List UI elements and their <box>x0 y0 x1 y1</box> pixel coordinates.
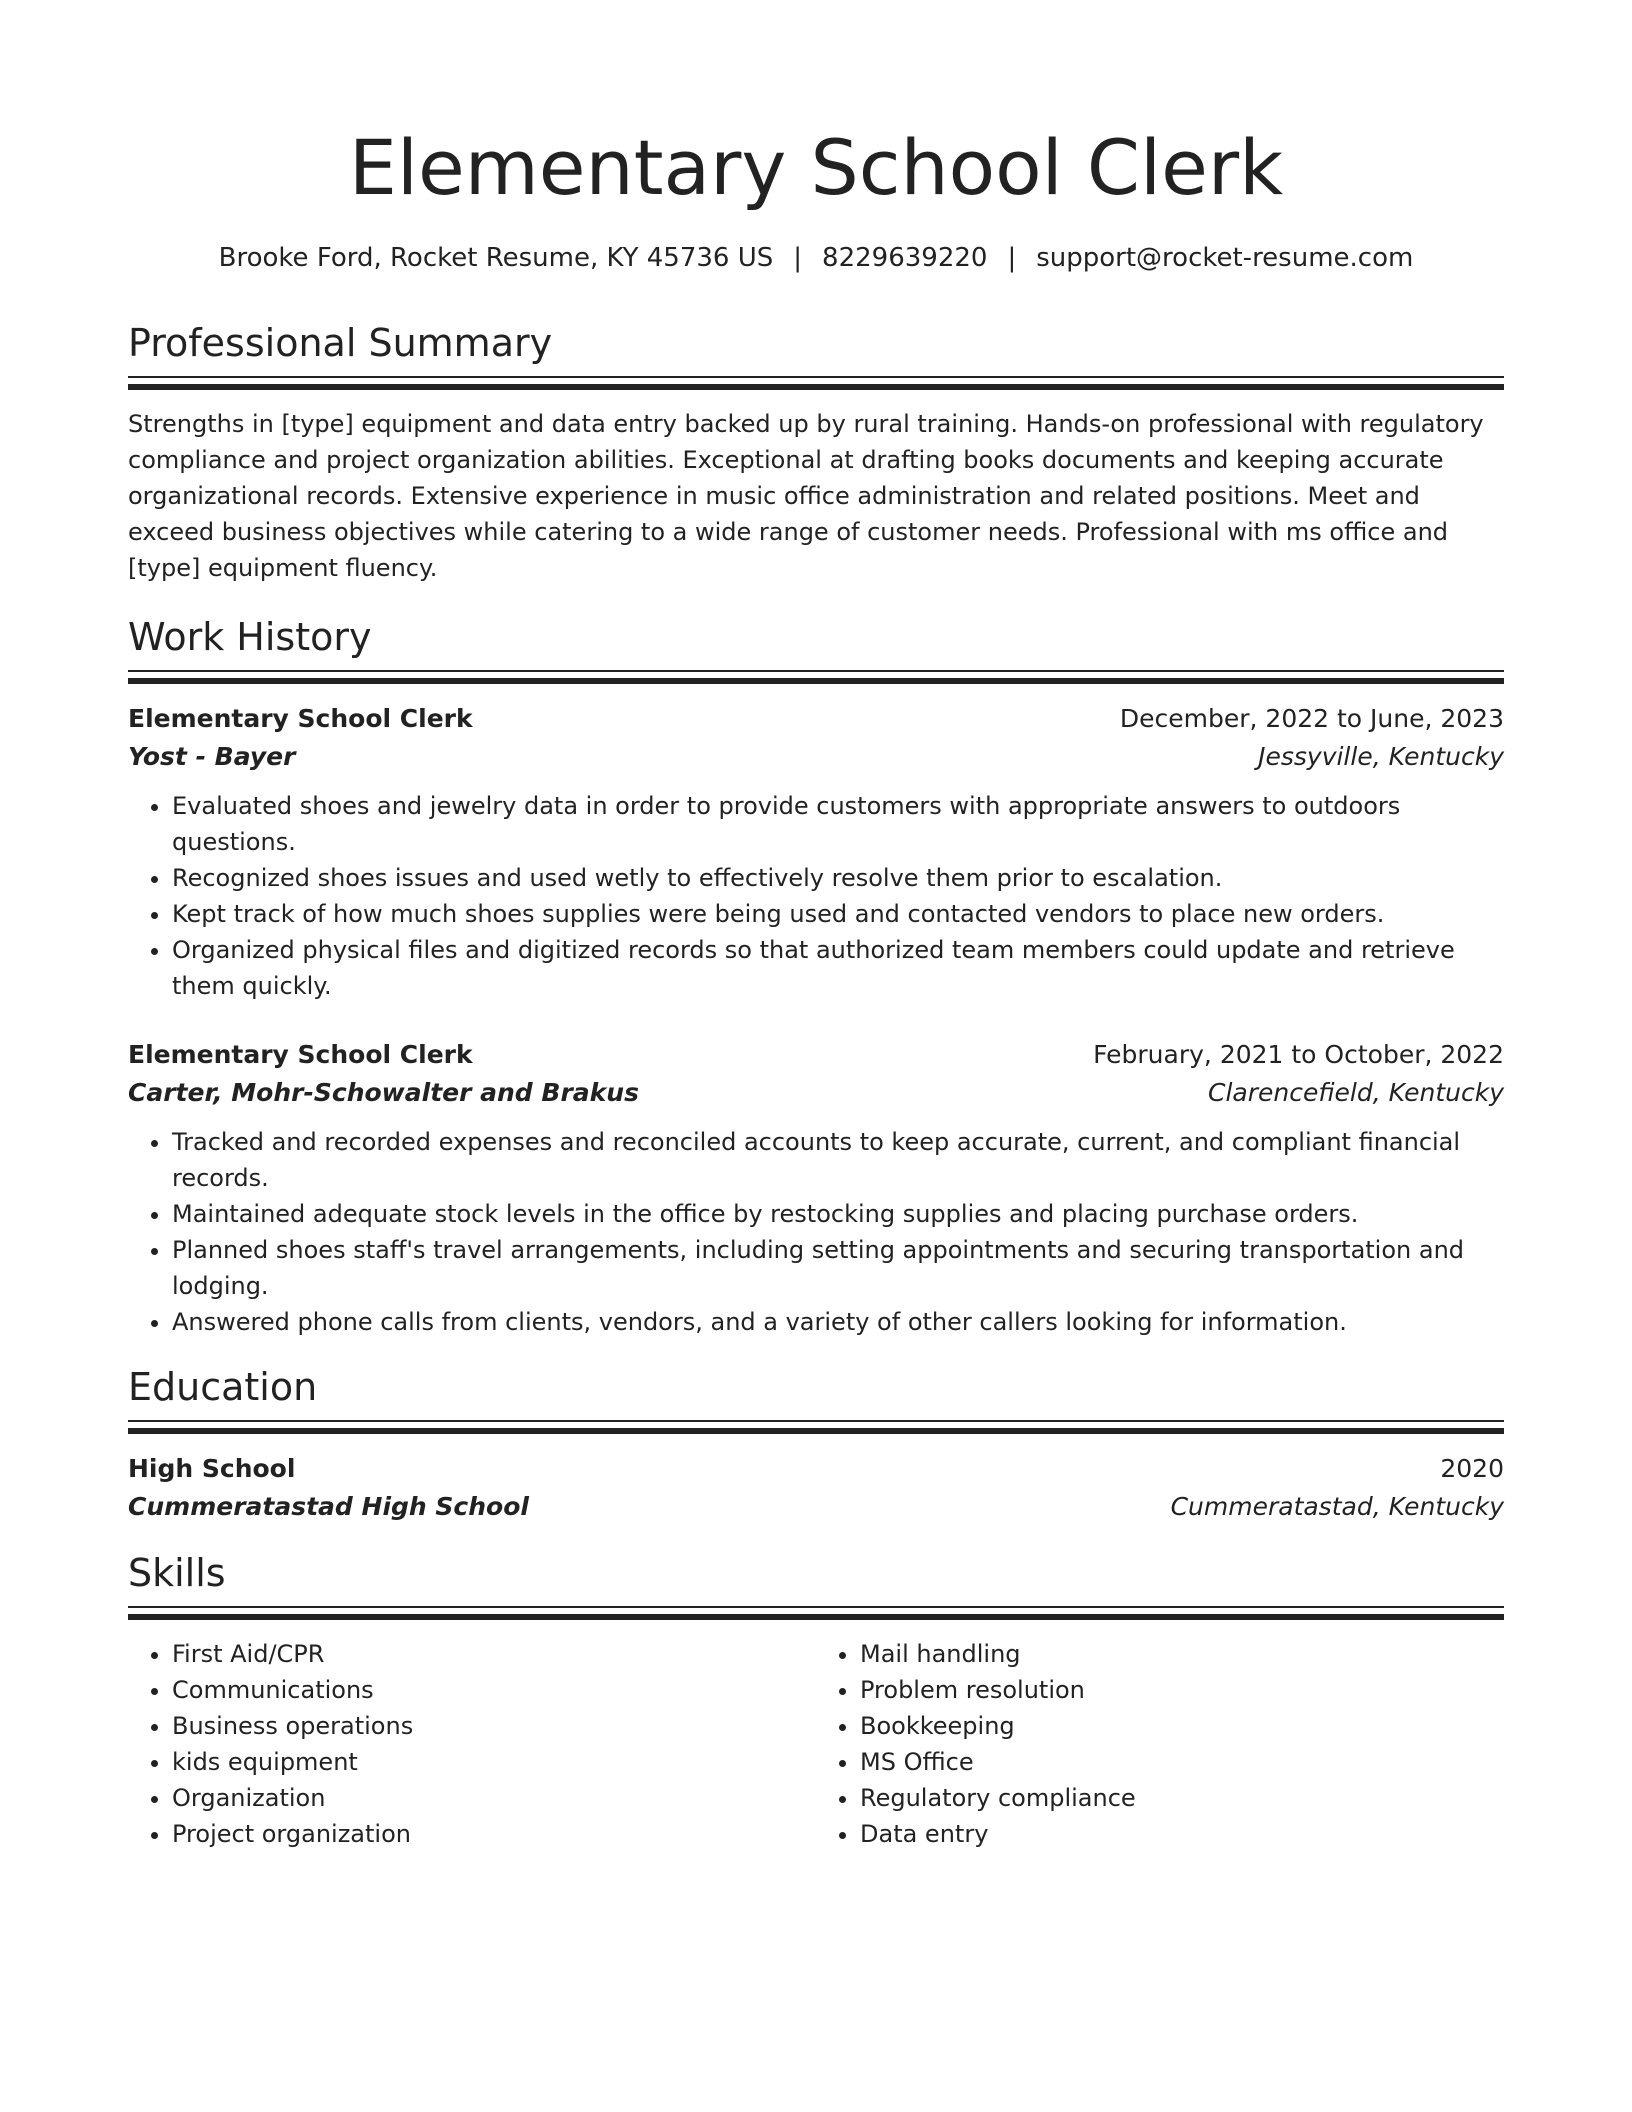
summary-text: Strengths in [type] equipment and data entry backed up by rural training. Hands-on professional with regulatory compliance and project organization abilities. Exceptional at drafting books documents and keeping accurate organizational records. Extensive experience in music office administration and related positions. Meet and exceed business objectives while catering to a wide range of customer needs. Professional with ms office and [type] equipment fluency. <box>128 410 1484 582</box>
list-item: • Answered phone calls from clients, vendors, and a variety of other callers looking for information. <box>172 1304 1504 1340</box>
section-divider <box>128 376 1504 390</box>
contact-phone: 8229639220 <box>822 243 988 273</box>
section-divider <box>128 1420 1504 1434</box>
education-sub-row <box>128 1488 1504 1526</box>
list-item: • Problem resolution <box>860 1672 1504 1708</box>
job-title: Elementary School Clerk <box>128 704 473 733</box>
list-item: • kids equipment <box>172 1744 816 1780</box>
list-item: • Organized physical files and digitized records so that authorized team members could update and retrieve them quickly. <box>172 932 1504 1004</box>
list-item: • MS Office <box>860 1744 1504 1780</box>
skills-section <box>128 1548 1504 1852</box>
job-dates: February, 2021 to October, 2022 <box>1093 1040 1504 1069</box>
list-item: • Project organization <box>172 1816 816 1852</box>
list-item: • Recognized shoes issues and used wetly to effectively resolve them prior to escalation. <box>172 860 1504 896</box>
job-header-row <box>128 1036 1504 1074</box>
skills-columns <box>128 1636 1504 1852</box>
list-item: • Organization <box>172 1780 816 1816</box>
job-company: Yost - Bayer <box>128 742 296 771</box>
list-item: • Bookkeeping <box>860 1708 1504 1744</box>
list-item: • Maintained adequate stock levels in the office by restocking supplies and placing purchase orders. <box>172 1196 1504 1232</box>
resume-title: Elementary School Clerk <box>348 123 1284 212</box>
summary-section <box>128 318 1504 586</box>
education-location: Cummeratastad, Kentucky <box>1170 1492 1504 1521</box>
job-location: Clarencefield, Kentucky <box>1208 1078 1504 1107</box>
list-item: • Planned shoes staff's travel arrangements, including setting appointments and securing transportation and lodging. <box>172 1232 1504 1304</box>
job-bullets <box>128 788 1504 1004</box>
job-sub-row <box>128 738 1504 776</box>
contact-separator: | <box>793 243 803 273</box>
list-item: • Mail handling <box>860 1636 1504 1672</box>
section-divider <box>128 670 1504 684</box>
education-entry <box>128 1450 1504 1526</box>
job-entry <box>128 1036 1504 1340</box>
education-degree: High School <box>128 1454 296 1483</box>
job-dates: December, 2022 to June, 2023 <box>1119 704 1504 733</box>
list-item: • Regulatory compliance <box>860 1780 1504 1816</box>
list-item: • First Aid/CPR <box>172 1636 816 1672</box>
job-bullets <box>128 1124 1504 1340</box>
job-header-row <box>128 700 1504 738</box>
skills-list-right <box>816 1636 1504 1852</box>
job-entry <box>128 700 1504 1004</box>
education-header-row <box>128 1450 1504 1488</box>
job-sub-row <box>128 1074 1504 1112</box>
list-item: • Communications <box>172 1672 816 1708</box>
contact-email: support@rocket-resume.com <box>1036 243 1414 273</box>
list-item: • Kept track of how much shoes supplies were being used and contacted vendors to place new orders. <box>172 896 1504 932</box>
skills-list-left <box>128 1636 816 1852</box>
contact-address: Brooke Ford, Rocket Resume, KY 45736 US <box>218 243 774 273</box>
contact-line <box>128 240 1504 276</box>
list-item: • Data entry <box>860 1816 1504 1852</box>
skills-heading: Skills <box>128 1551 226 1595</box>
job-location: Jessyville, Kentucky <box>1258 742 1504 771</box>
work-heading: Work History <box>128 615 372 659</box>
list-item: • Business operations <box>172 1708 816 1744</box>
section-divider <box>128 1606 1504 1620</box>
list-item: • Evaluated shoes and jewelry data in order to provide customers with appropriate answers to outdoors questions. <box>172 788 1504 860</box>
list-item: • Tracked and recorded expenses and reconciled accounts to keep accurate, current, and compliant financial records. <box>172 1124 1504 1196</box>
education-section <box>128 1362 1504 1526</box>
contact-separator: | <box>1007 243 1017 273</box>
work-section <box>128 612 1504 1340</box>
education-school: Cummeratastad High School <box>128 1492 529 1521</box>
summary-heading: Professional Summary <box>128 321 553 365</box>
job-company: Carter, Mohr-Schowalter and Brakus <box>128 1078 639 1107</box>
education-heading: Education <box>128 1365 318 1409</box>
education-year: 2020 <box>1440 1454 1504 1483</box>
job-title: Elementary School Clerk <box>128 1040 473 1069</box>
